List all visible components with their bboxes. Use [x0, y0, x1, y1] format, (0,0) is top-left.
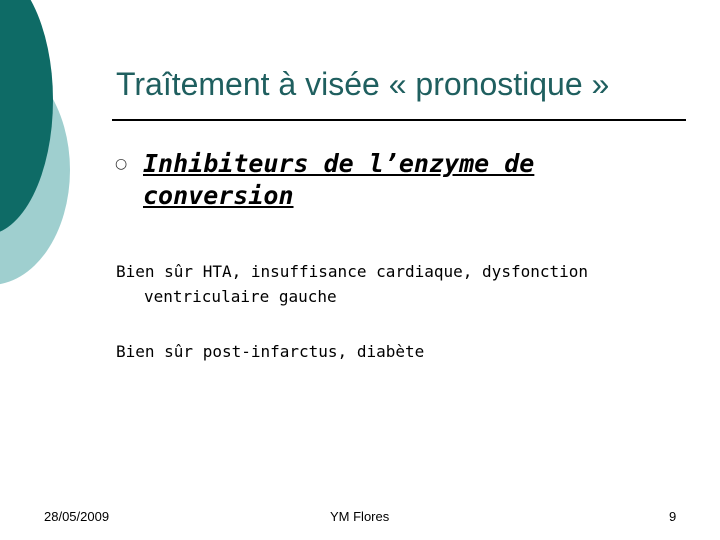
paragraph-1-line-2: ventriculaire gauche: [144, 287, 337, 306]
paragraph-1: [116, 259, 588, 309]
footer-page-number: 9: [669, 509, 677, 524]
paragraph-1-line-1: Bien sûr HTA, insuffisance cardiaque, dysfonction: [116, 262, 589, 281]
paragraph-2-line-1: Bien sûr post-infarctus, diabète: [116, 342, 425, 361]
hollow-circle-bullet-icon: ○: [115, 156, 128, 172]
footer-date: 28/05/2009: [44, 509, 110, 524]
title-underline: [112, 119, 686, 121]
bullet-heading: Inhibiteurs de l’enzyme de conversion: [143, 149, 535, 210]
paragraph-2: [116, 339, 424, 364]
decorative-circles: [0, 0, 100, 300]
slide-title: Traîtement à visée « pronostique »: [116, 66, 610, 102]
footer-author: YM Flores: [330, 509, 390, 524]
